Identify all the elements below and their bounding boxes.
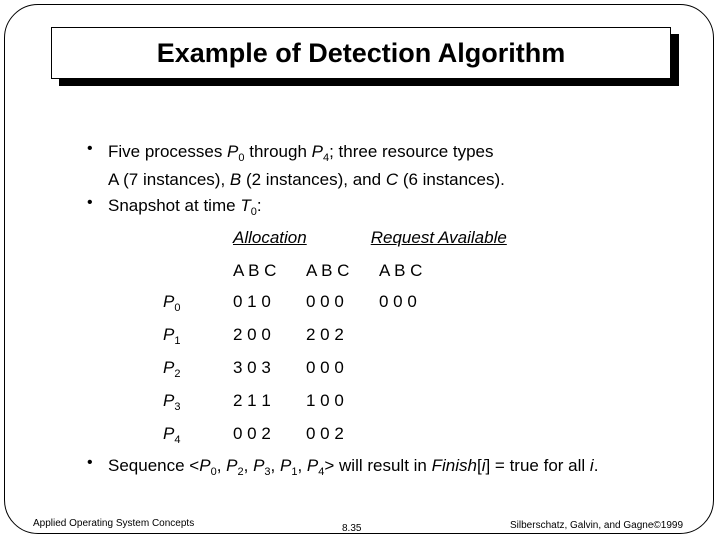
text: Finish bbox=[431, 456, 477, 475]
allocation-cell: 3 0 3 bbox=[233, 358, 271, 377]
request-cell: 1 0 0 bbox=[306, 391, 344, 410]
slide-title: Example of Detection Algorithm bbox=[156, 37, 566, 68]
sequence bbox=[199, 456, 325, 478]
separator: , bbox=[297, 456, 307, 475]
text: P bbox=[311, 142, 323, 161]
title-box bbox=[51, 27, 671, 79]
footer-page-number: 8.35 bbox=[342, 523, 362, 534]
process-index: 4 bbox=[174, 434, 181, 446]
subscript: 4 bbox=[322, 152, 330, 164]
text: : bbox=[256, 196, 262, 215]
process-label bbox=[163, 325, 180, 347]
available-cell: 0 0 0 bbox=[379, 292, 417, 311]
text: ; three resource types bbox=[329, 142, 494, 161]
process-label bbox=[163, 391, 180, 413]
process-label bbox=[163, 358, 180, 380]
separator: , bbox=[270, 456, 280, 475]
request-cell: 2 0 2 bbox=[306, 325, 344, 344]
process-index: 3 bbox=[264, 466, 271, 478]
text: Five processes bbox=[108, 142, 228, 161]
subscript: 0 bbox=[250, 206, 257, 218]
subheader-allocation: A B C bbox=[233, 261, 277, 280]
text: A (7 instances), bbox=[108, 170, 230, 189]
process-index: 2 bbox=[174, 368, 181, 380]
process-letter: P bbox=[226, 456, 238, 475]
text: . bbox=[593, 456, 599, 475]
process-label bbox=[163, 424, 180, 446]
process-letter: P bbox=[163, 292, 175, 311]
text: [ bbox=[476, 456, 482, 475]
allocation-cell: 0 0 2 bbox=[233, 424, 271, 443]
text: through bbox=[244, 142, 312, 161]
process-letter: P bbox=[279, 456, 292, 475]
process-index: 4 bbox=[318, 466, 325, 478]
request-cell: 0 0 0 bbox=[306, 358, 344, 377]
text: i bbox=[589, 456, 594, 475]
header-allocation: Allocation bbox=[233, 228, 307, 247]
bullet-dot: • bbox=[87, 194, 93, 211]
bullet-sequence bbox=[108, 455, 598, 483]
process-index: 2 bbox=[237, 466, 244, 478]
process-letter: P bbox=[163, 325, 175, 344]
request-cell: 0 0 2 bbox=[306, 424, 344, 443]
table-header-underline bbox=[233, 228, 523, 248]
process-letter: P bbox=[163, 424, 175, 443]
subheader-request: A B C bbox=[306, 261, 350, 280]
text: i bbox=[481, 456, 486, 475]
bullet-processes bbox=[108, 141, 505, 191]
allocation-cell: 0 1 0 bbox=[233, 292, 271, 311]
allocation-cell: 2 1 1 bbox=[233, 391, 271, 410]
process-label bbox=[163, 292, 180, 314]
process-index: 0 bbox=[174, 302, 181, 314]
process-index: 1 bbox=[291, 466, 298, 478]
text: T bbox=[240, 196, 251, 215]
process-letter: P bbox=[306, 456, 319, 475]
text: C bbox=[385, 170, 399, 189]
text: B bbox=[229, 170, 242, 189]
text: > will result in bbox=[324, 456, 432, 475]
text: P bbox=[227, 142, 239, 161]
process-letter: P bbox=[199, 456, 211, 475]
bullet-dot: • bbox=[87, 454, 93, 471]
footer-left: Applied Operating System Concepts bbox=[33, 518, 195, 529]
allocation-cell: 2 0 0 bbox=[233, 325, 271, 344]
text: Sequence < bbox=[108, 456, 200, 475]
subheader-available: A B C bbox=[379, 261, 423, 280]
process-letter: P bbox=[163, 391, 175, 410]
process-letter: P bbox=[253, 456, 265, 475]
bullet-snapshot bbox=[108, 195, 262, 223]
header-request-available: Request Available bbox=[370, 228, 507, 247]
request-cell: 0 0 0 bbox=[306, 292, 344, 311]
bullet-dot: • bbox=[87, 140, 93, 157]
text: (2 instances), and bbox=[241, 170, 386, 189]
text: (6 instances). bbox=[398, 170, 505, 189]
separator: , bbox=[216, 456, 227, 475]
separator: , bbox=[243, 456, 254, 475]
process-index: 3 bbox=[174, 401, 181, 413]
process-letter: P bbox=[163, 358, 175, 377]
text: Snapshot at time bbox=[108, 196, 241, 215]
footer-right: Silberschatz, Galvin, and Gagne©1999 bbox=[510, 520, 684, 531]
process-index: 0 bbox=[210, 466, 217, 478]
process-index: 1 bbox=[174, 335, 181, 347]
subscript: 0 bbox=[238, 152, 245, 164]
text: ] = true for all bbox=[485, 456, 590, 475]
